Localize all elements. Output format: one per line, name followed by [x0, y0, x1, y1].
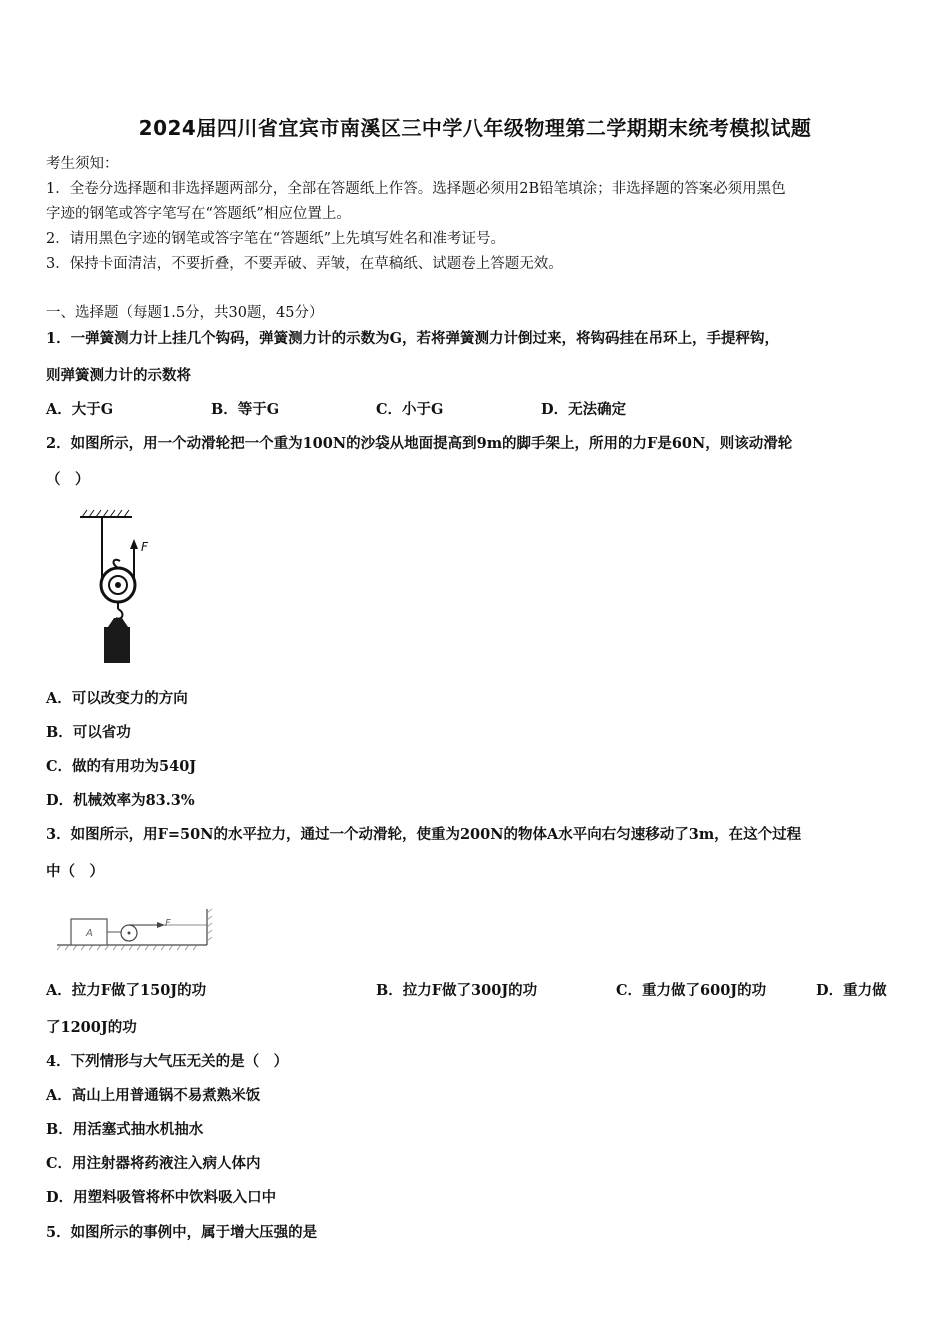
q3-option-a: A．拉力F做了150J的功: [46, 982, 207, 999]
q3-pulley-figure: [55, 905, 225, 960]
q4-option-a: A．高山上用普通锅不易煮熟米饭: [46, 1087, 261, 1104]
q1-option-c: C．小于G: [376, 401, 444, 418]
q2-pulley-figure: [70, 505, 170, 670]
q2-stem-line-2: （ ）: [46, 471, 90, 488]
q2-option-c: C．做的有用功为540J: [46, 758, 197, 775]
q5-stem: 5．如图所示的事例中，属于增大压强的是: [46, 1224, 318, 1241]
q4-option-d: D．用塑料吸管将杯中饮料吸入口中: [46, 1189, 277, 1206]
notice-item-3: 3．保持卡面清洁，不要折叠，不要弄破、弄皱，在草稿纸、试题卷上答题无效。: [46, 256, 563, 272]
q3-block-label: A: [86, 928, 93, 939]
notice-item-1-line-2: 字迹的钢笔或答字笔写在“答题纸”相应位置上。: [46, 206, 351, 222]
q2-option-b: B．可以省功: [46, 724, 131, 741]
q1-option-d: D．无法确定: [541, 401, 627, 418]
q2-option-a: A．可以改变力的方向: [46, 690, 188, 707]
q3-option-d: D．重力做: [816, 982, 887, 999]
notice-heading: 考生须知：: [46, 156, 119, 172]
q1-stem-line-2: 则弹簧测力计的示数将: [46, 367, 191, 384]
q3-option-d-wrap: 了1200J的功: [46, 1019, 137, 1036]
q4-option-c: C．用注射器将药液注入病人体内: [46, 1155, 261, 1172]
q3-stem-line-2: 中（ ）: [46, 863, 104, 880]
page-title: 2024届四川省宜宾市南溪区三中学八年级物理第二学期期末统考模拟试题: [138, 116, 812, 140]
q3-option-c: C．重力做了600J的功: [616, 982, 767, 999]
q4-option-b: B．用活塞式抽水机抽水: [46, 1121, 204, 1138]
q2-force-label: F: [141, 540, 148, 554]
q1-stem-line-1: 1．一弹簧测力计上挂几个钩码，弹簧测力计的示数为G，若将弹簧测力计倒过来，将钩码挂在吊环上，手提秤钩，: [46, 330, 779, 347]
q2-stem-line-1: 2．如图所示，用一个动滑轮把一个重为100N的沙袋从地面提高到9m的脚手架上，所用的力F是60N，则该动滑轮: [46, 435, 793, 452]
q3-stem-line-1: 3．如图所示，用F=50N的水平拉力，通过一个动滑轮，使重为200N的物体A水平向右匀速移动了3m，在这个过程: [46, 826, 802, 843]
q3-option-b: B．拉力F做了300J的功: [376, 982, 538, 999]
q1-option-b: B．等于G: [211, 401, 280, 418]
q4-stem: 4．下列情形与大气压无关的是（ ）: [46, 1053, 289, 1070]
q1-option-a: A．大于G: [46, 401, 114, 418]
section-heading: 一、选择题（每题1.5分，共30题，45分）: [46, 305, 324, 321]
notice-item-2: 2．请用黑色字迹的钢笔或答字笔在“答题纸”上先填写姓名和准考证号。: [46, 231, 506, 247]
q3-force-label: F: [165, 918, 171, 929]
notice-item-1-line-1: 1．全卷分选择题和非选择题两部分，全部在答题纸上作答。选择题必须用2B铅笔填涂；非选择题的答案必须用黑色: [46, 181, 786, 197]
q2-option-d: D．机械效率为83.3%: [46, 792, 195, 809]
